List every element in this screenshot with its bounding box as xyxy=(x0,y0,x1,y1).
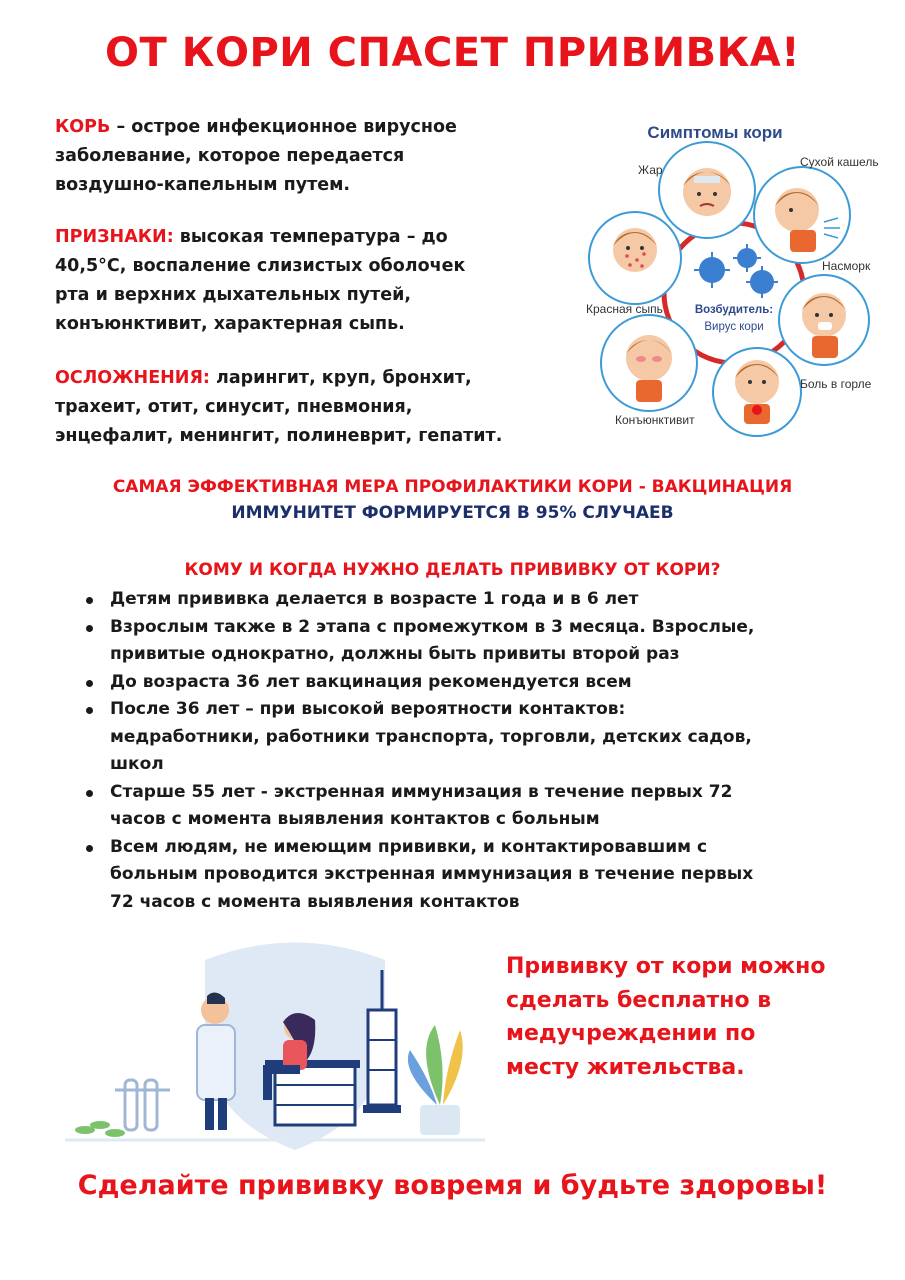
list-item-line: Старше 55 лет - экстренная иммунизация в течение первых 72 xyxy=(110,781,733,802)
definition-line: – острое инфекционное вирусное xyxy=(116,117,457,137)
closing-slogan: Сделайте прививку вовремя и будьте здоровы! xyxy=(77,1170,828,1201)
vaccination-illustration xyxy=(65,930,485,1155)
list-item xyxy=(80,779,870,834)
symptom-label-sore-throat: Боль в горле xyxy=(800,377,872,391)
list-item xyxy=(80,669,870,697)
measles-definition xyxy=(55,113,575,200)
list-item xyxy=(80,614,870,669)
list-item-line: привитые однократно, должны быть привиты второй раз xyxy=(110,644,680,664)
symptoms-paragraph xyxy=(55,223,575,339)
note-line: Прививку от кори можно xyxy=(506,954,826,979)
symptom-label-runny-nose: Насморк xyxy=(822,259,871,273)
note-line: сделать бесплатно в xyxy=(506,987,772,1013)
bullet-icon xyxy=(86,625,93,632)
symptom-label-fever: Жар xyxy=(638,163,663,177)
definition-label: КОРЬ xyxy=(55,117,111,137)
list-item-line: До возраста 36 лет вакцинация рекомендуется всем xyxy=(110,671,632,692)
poster-title: ОТ КОРИ СПАСЕТ ПРИВИВКА! xyxy=(105,30,800,76)
rash-face-icon xyxy=(613,228,657,272)
list-item-line: больным проводится экстренная иммунизация в течение первых xyxy=(110,864,754,884)
complications-line: трахеит, отит, синусит, пневмония, xyxy=(55,397,413,417)
list-item-line: 72 часов с момента выявления контактов xyxy=(110,891,520,912)
symptom-label-rash: Красная сыпь xyxy=(586,302,663,316)
symptoms-graphic-title: Симптомы кори xyxy=(647,123,783,142)
bullet-icon xyxy=(86,707,93,714)
complications-label: ОСЛОЖНЕНИЯ: xyxy=(55,368,210,388)
list-item xyxy=(80,834,870,917)
bullet-icon xyxy=(86,845,93,852)
symptoms-label: ПРИЗНАКИ: xyxy=(55,227,174,247)
immunity-headline: ИММУНИТЕТ ФОРМИРУЕТСЯ В 95% СЛУЧАЕВ xyxy=(231,503,674,523)
bullet-icon xyxy=(86,790,93,797)
symptom-label-conjunctivitis: Конъюнктивит xyxy=(615,413,695,427)
symptoms-line: высокая температура – до xyxy=(179,227,448,247)
list-item-line: Взрослым также в 2 этапа с промежутком в 3 месяца. Взрослые, xyxy=(110,616,755,637)
free-vaccination-note xyxy=(506,950,886,1084)
vaccination-list xyxy=(80,586,870,916)
complications-line: энцефалит, менингит, полиневрит, гепатит. xyxy=(55,426,503,446)
bullet-icon xyxy=(86,680,93,687)
definition-line: заболевание, которое передается xyxy=(55,146,405,166)
list-item xyxy=(80,586,870,614)
symptoms-line: конъюнктивит, характерная сыпь. xyxy=(55,314,405,334)
fever-face-icon xyxy=(683,168,731,216)
leaf-branch-icon xyxy=(75,1121,125,1137)
symptom-label-dry-cough: Сухой кашель xyxy=(800,155,879,169)
symptoms-graphic xyxy=(582,110,892,440)
list-item-line: После 36 лет – при высокой вероятности контактов: xyxy=(110,699,626,719)
list-item-line: часов с момента выявления контактов с больным xyxy=(110,809,600,829)
complications-paragraph xyxy=(55,364,575,451)
note-line: месту жительства. xyxy=(506,1054,745,1080)
plant-icon xyxy=(408,1025,463,1135)
pathogen-name: Вирус кори xyxy=(704,321,764,333)
bullet-icon xyxy=(86,597,93,604)
symptoms-line: 40,5°С, воспаление слизистых оболочек xyxy=(55,256,466,276)
test-tubes-icon xyxy=(115,1080,170,1130)
list-item-line: Всем людям, не имеющим прививки, и контактировавшим с xyxy=(110,836,708,857)
pathogen-label: Возбудитель: xyxy=(694,304,774,316)
who-when-heading: КОМУ И КОГДА НУЖНО ДЕЛАТЬ ПРИВИВКУ ОТ КОРИ? xyxy=(184,560,721,580)
complications-line: ларингит, круп, бронхит, xyxy=(216,368,472,388)
note-line: медучреждении по xyxy=(506,1021,756,1046)
prevention-headline: САМАЯ ЭФФЕКТИВНАЯ МЕРА ПРОФИЛАКТИКИ КОРИ - ВАКЦИНАЦИЯ xyxy=(112,477,793,497)
list-item-line: школ xyxy=(110,754,164,774)
definition-line: воздушно-капельным путем. xyxy=(55,175,351,195)
list-item xyxy=(80,696,870,779)
list-item-line: медработники, работники транспорта, торговли, детских садов, xyxy=(110,726,752,747)
list-item-line: Детям прививка делается в возрасте 1 года и в 6 лет xyxy=(110,589,639,609)
symptoms-line: рта и верхних дыхательных путей, xyxy=(55,285,412,305)
